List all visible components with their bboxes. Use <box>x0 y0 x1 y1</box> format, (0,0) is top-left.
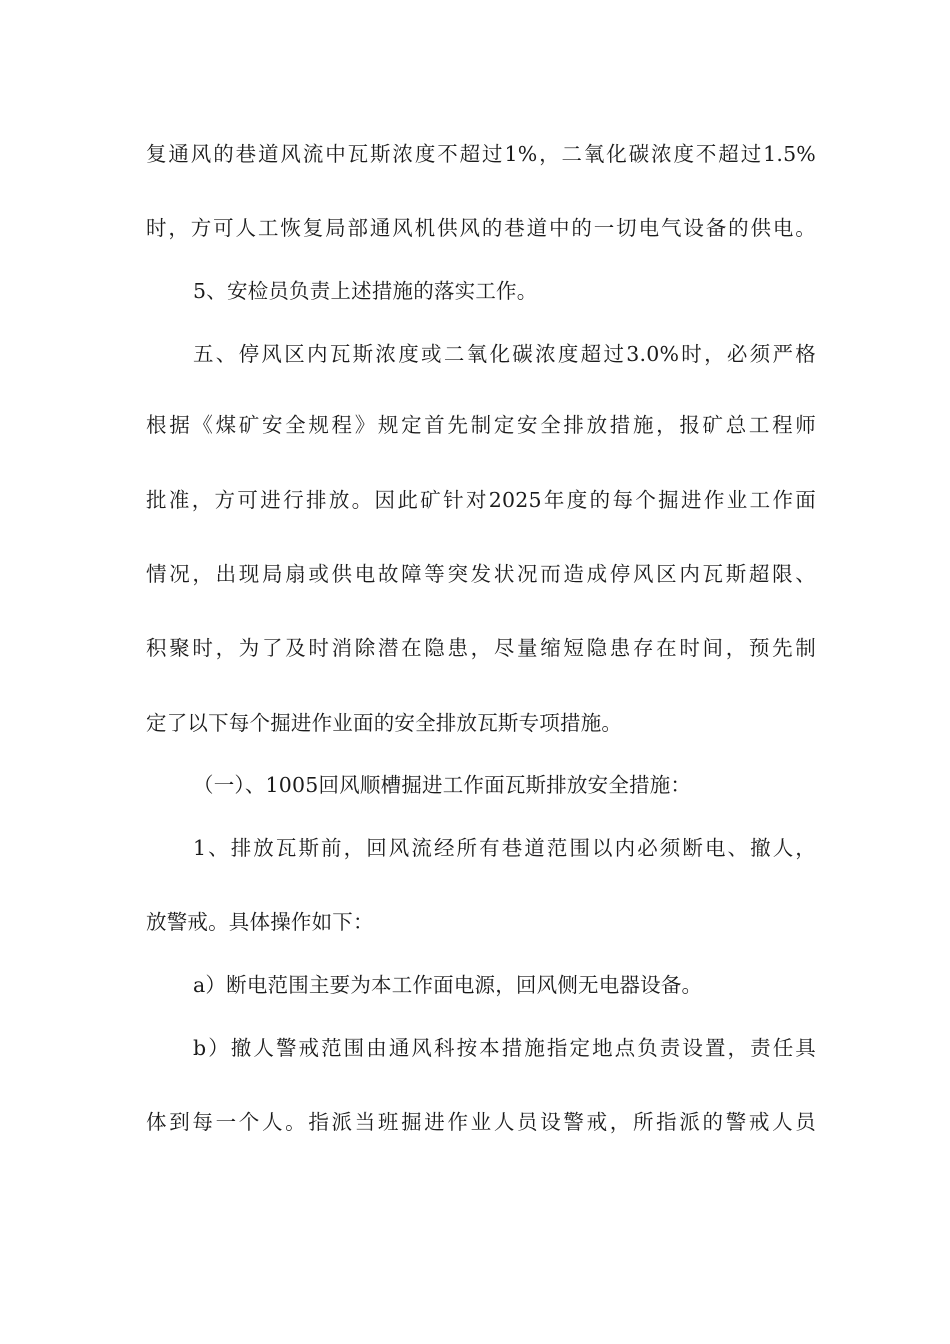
text-line: 体到每一个人。指派当班掘进作业人员设警戒，所指派的警戒人员 <box>146 1110 816 1134</box>
text-line: 积聚时，为了及时消除潜在隐患，尽量缩短隐患存在时间，预先制 <box>146 636 816 660</box>
text-line: 1、排放瓦斯前，回风流经所有巷道范围以内必须断电、撤人， <box>193 836 816 860</box>
text-line: 批准，方可进行排放。因此矿针对2025年度的每个掘进作业工作面 <box>146 488 816 512</box>
text-line: 定了以下每个掘进作业面的安全排放瓦斯专项措施。 <box>146 711 623 735</box>
text-line: 根据《煤矿安全规程》规定首先制定安全排放措施，报矿总工程师 <box>146 413 816 437</box>
text-line: 五、停风区内瓦斯浓度或二氧化碳浓度超过3.0%时，必须严格 <box>193 342 816 366</box>
text-line: 情况，出现局扇或供电故障等突发状况而造成停风区内瓦斯超限、 <box>146 562 816 586</box>
list-item: b）撤人警戒范围由通风科按本措施指定地点负责设置，责任具 <box>193 1036 816 1060</box>
text-line: 时，方可人工恢复局部通风机供风的巷道中的一切电气设备的供电。 <box>146 216 816 240</box>
list-item: a）断电范围主要为本工作面电源，回风侧无电器设备。 <box>193 973 703 997</box>
section-heading: （一）、1005回风顺槽掘进工作面瓦斯排放安全措施： <box>193 773 692 797</box>
text-line: 复通风的巷道风流中瓦斯浓度不超过1%，二氧化碳浓度不超过1.5% <box>146 142 816 166</box>
text-line: 5、安检员负责上述措施的落实工作。 <box>193 279 538 303</box>
text-line: 放警戒。具体操作如下： <box>146 910 374 934</box>
